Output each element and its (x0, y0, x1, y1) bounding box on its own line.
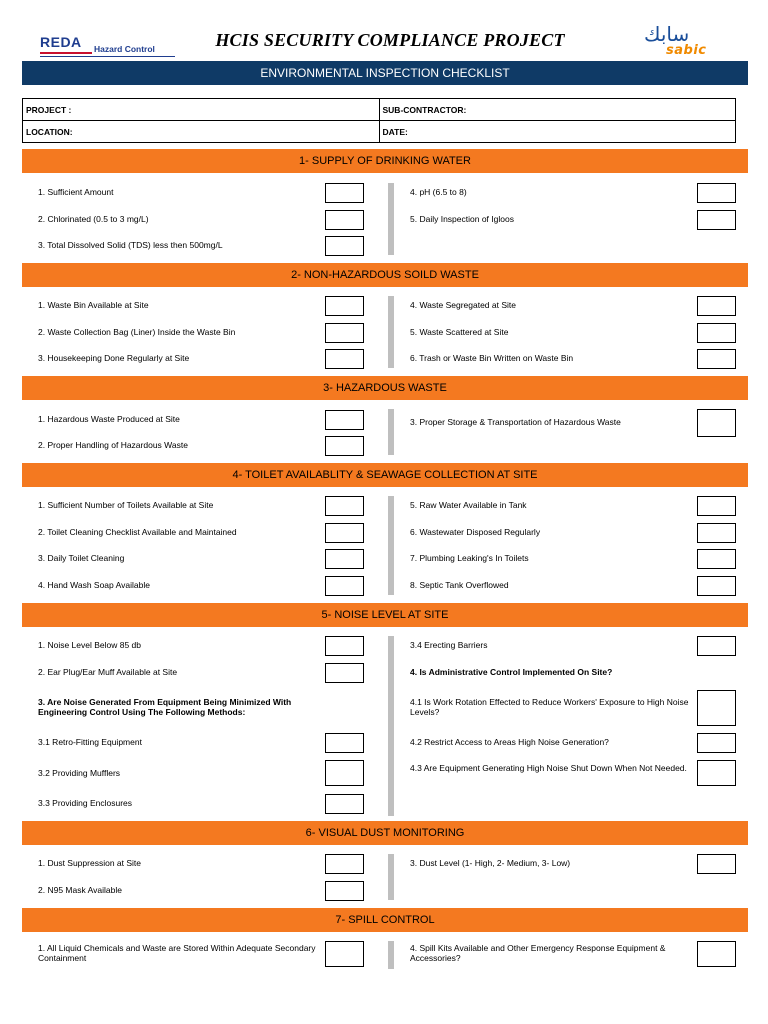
s1-item-3-checkbox[interactable] (325, 236, 364, 256)
s2-item-1: 1. Waste Bin Available at Site (38, 300, 149, 310)
reda-logo-text: REDA (40, 34, 82, 50)
s5-item-2-checkbox[interactable] (325, 663, 364, 683)
s2-item-3-checkbox[interactable] (325, 349, 364, 369)
section-7-header: 7- SPILL CONTROL (22, 908, 748, 932)
s6-item-1: 1. Dust Suppression at Site (38, 858, 142, 868)
s1-item-1-checkbox[interactable] (325, 183, 364, 203)
s5-item-3-question: 3. Are Noise Generated From Equipment Being Minimized With Engineering Control Using The Following Methods: (38, 697, 292, 717)
section-3-divider (388, 409, 394, 455)
s2-item-4: 4. Waste Segregated at Site (410, 300, 516, 310)
s5-item-1-checkbox[interactable] (325, 636, 364, 656)
document-title: HCIS SECURITY COMPLIANCE PROJECT (215, 30, 565, 50)
section-2-header: 2- NON-HAZARDOUS SOILD WASTE (22, 263, 748, 287)
sabic-logo (640, 22, 732, 58)
s2-item-1-checkbox[interactable] (325, 296, 364, 316)
section-7-divider (388, 941, 394, 969)
date-label: DATE: (382, 126, 408, 137)
project-field[interactable] (23, 99, 380, 121)
s1-item-1: 1. Sufficient Amount (38, 187, 114, 197)
reda-logo-subtext: Hazard Control (94, 44, 155, 54)
s6-item-2-checkbox[interactable] (325, 881, 364, 901)
s4-item-8-checkbox[interactable] (697, 576, 736, 596)
s5-item-3-1: 3.1 Retro-Fitting Equipment (38, 737, 142, 747)
s4-item-3-checkbox[interactable] (325, 549, 364, 569)
s4-item-8: 8. Septic Tank Overflowed (410, 580, 509, 590)
s7-item-4-checkbox[interactable] (697, 941, 736, 967)
s2-item-6-checkbox[interactable] (697, 349, 736, 369)
s4-item-7: 7. Plumbing Leaking's In Toilets (410, 553, 529, 563)
s6-item-1-checkbox[interactable] (325, 854, 364, 874)
location-field[interactable] (23, 121, 380, 143)
s2-item-2: 2. Waste Collection Bag (Liner) Inside the Waste Bin (38, 327, 236, 337)
s3-item-3: 3. Proper Storage & Transportation of Hazardous Waste (410, 417, 621, 427)
section-1-header: 1- SUPPLY OF DRINKING WATER (22, 149, 748, 173)
s1-item-4: 4. pH (6.5 to 8) (410, 187, 467, 197)
sabic-logo-latin: sabic (666, 43, 707, 58)
s4-item-6: 6. Wastewater Disposed Regularly (410, 527, 541, 537)
s5-item-2: 2. Ear Plug/Ear Muff Available at Site (38, 667, 178, 677)
reda-logo-red-rule (40, 52, 92, 54)
s3-item-1-checkbox[interactable] (325, 410, 364, 430)
s4-item-6-checkbox[interactable] (697, 523, 736, 543)
s5-item-3-2: 3.2 Providing Mufflers (38, 768, 121, 778)
s2-item-5-checkbox[interactable] (697, 323, 736, 343)
s1-item-2: 2. Chlorinated (0.5 to 3 mg/L) (38, 214, 149, 224)
subcontractor-label: SUB-CONTRACTOR: (382, 104, 467, 115)
s5-item-4-3: 4.3 Are Equipment Generating High Noise Shut Down When Not Needed. (410, 763, 687, 773)
s5-item-3-4-checkbox[interactable] (697, 636, 736, 656)
location-label: LOCATION: (26, 126, 73, 137)
section-5-header: 5- NOISE LEVEL AT SITE (22, 603, 748, 627)
s5-item-3-2-checkbox[interactable] (325, 760, 364, 786)
s1-item-3: 3. Total Dissolved Solid (TDS) less then 500mg/L (38, 240, 223, 250)
s2-item-5: 5. Waste Scattered at Site (410, 327, 509, 337)
section-5-divider (388, 636, 394, 816)
s5-item-1: 1. Noise Level Below 85 db (38, 640, 142, 650)
s4-item-4: 4. Hand Wash Soap Available (38, 580, 150, 590)
s4-item-2-checkbox[interactable] (325, 523, 364, 543)
s2-item-4-checkbox[interactable] (697, 296, 736, 316)
s5-item-3-3-checkbox[interactable] (325, 794, 364, 814)
s6-item-2: 2. N95 Mask Available (38, 885, 122, 895)
section-4-divider (388, 496, 394, 595)
s4-item-4-checkbox[interactable] (325, 576, 364, 596)
s2-item-2-checkbox[interactable] (325, 323, 364, 343)
s7-item-1: 1. All Liquid Chemicals and Waste are Stored Within Adequate Secondary Containment (38, 943, 316, 963)
s5-item-4-1-checkbox[interactable] (697, 690, 736, 726)
section-6-header: 6- VISUAL DUST MONITORING (22, 821, 748, 845)
s4-item-3: 3. Daily Toilet Cleaning (38, 553, 125, 563)
s7-item-1-checkbox[interactable] (325, 941, 364, 967)
s4-item-2: 2. Toilet Cleaning Checklist Available and Maintained (38, 527, 237, 537)
s5-item-3-4: 3.4 Erecting Barriers (410, 640, 488, 650)
project-label: PROJECT : (26, 104, 72, 115)
section-3-header: 3- HAZARDOUS WASTE (22, 376, 748, 400)
s1-item-4-checkbox[interactable] (697, 183, 736, 203)
s1-item-5-checkbox[interactable] (697, 210, 736, 230)
subcontractor-field[interactable] (379, 99, 736, 121)
s4-item-7-checkbox[interactable] (697, 549, 736, 569)
s3-item-2: 2. Proper Handling of Hazardous Waste (38, 440, 188, 450)
s5-item-3-1-checkbox[interactable] (325, 733, 364, 753)
date-field[interactable] (379, 121, 736, 143)
s3-item-1: 1. Hazardous Waste Produced at Site (38, 414, 180, 424)
s1-item-5: 5. Daily Inspection of Igloos (410, 214, 514, 224)
reda-logo-blue-rule (40, 56, 175, 57)
s4-item-5: 5. Raw Water Available in Tank (410, 500, 527, 510)
section-4-header: 4- TOILET AVAILABLITY & SEAWAGE COLLECTION AT SITE (22, 463, 748, 487)
section-6-divider (388, 854, 394, 900)
s5-item-4-2-checkbox[interactable] (697, 733, 736, 753)
s3-item-3-checkbox[interactable] (697, 409, 736, 437)
s5-item-4-3-checkbox[interactable] (697, 760, 736, 786)
s7-item-4: 4. Spill Kits Available and Other Emergency Response Equipment & Accessories? (410, 943, 666, 963)
s2-item-6: 6. Trash or Waste Bin Written on Waste Bin (410, 353, 574, 363)
s1-item-2-checkbox[interactable] (325, 210, 364, 230)
s5-item-4-question: 4. Is Administrative Control Implemented On Site? (410, 667, 613, 677)
section-2-divider (388, 296, 394, 368)
reda-logo (40, 34, 175, 60)
s5-item-4-1: 4.1 Is Work Rotation Effected to Reduce Workers' Exposure to High Noise Levels? (410, 697, 689, 717)
section-1-divider (388, 183, 394, 255)
s5-item-3-3: 3.3 Providing Enclosures (38, 798, 133, 808)
sabic-logo-arabic: سابك (644, 22, 690, 46)
s4-item-1: 1. Sufficient Number of Toilets Available at Site (38, 500, 214, 510)
s6-item-3: 3. Dust Level (1- High, 2- Medium, 3- Low) (410, 858, 571, 868)
s4-item-1-checkbox[interactable] (325, 496, 364, 516)
checklist-banner: ENVIRONMENTAL INSPECTION CHECKLIST (22, 61, 748, 85)
s3-item-2-checkbox[interactable] (325, 436, 364, 456)
info-table (22, 98, 736, 143)
s2-item-3: 3. Housekeeping Done Regularly at Site (38, 353, 190, 363)
s4-item-5-checkbox[interactable] (697, 496, 736, 516)
s5-item-4-2: 4.2 Restrict Access to Areas High Noise Generation? (410, 737, 609, 747)
s6-item-3-checkbox[interactable] (697, 854, 736, 874)
